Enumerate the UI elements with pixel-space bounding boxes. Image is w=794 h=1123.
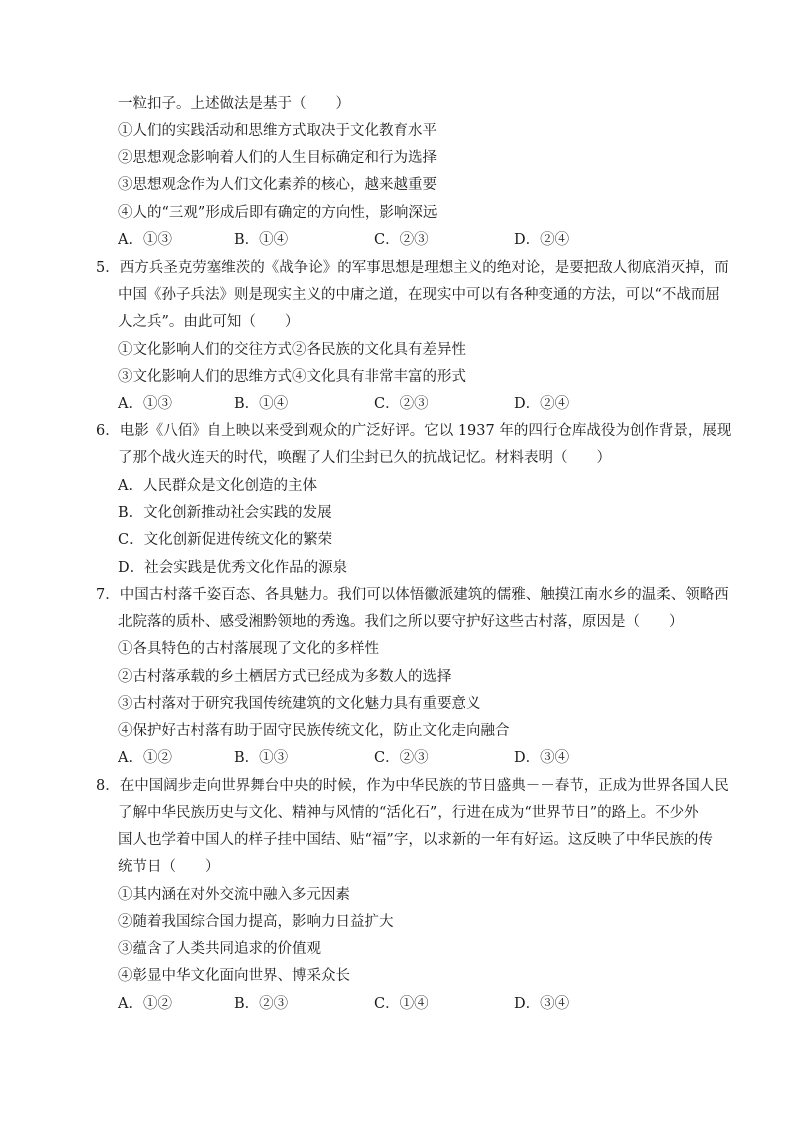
q8-option-c: C．①④ [374,996,429,1012]
q4-option-b: B．①④ [234,232,289,248]
q7-stem-line-2: 北院落的质朴、感受湘黔领地的秀逸。我们之所以要守护好这些古村落，原因是（ ） [118,614,684,630]
q7-item-2: ②古村落承载的乡土栖居方式已经成为多数人的选择 [118,669,452,685]
q4-item-4: ④人的“三观”形成后即有确定的方向性，影响深远 [118,205,438,221]
q8-item-3: ③蕴含了人类共同追求的价值观 [118,941,321,957]
q8-option-d: D．③④ [514,996,570,1012]
q6-choice-b: B．文化创新推动社会实践的发展 [118,505,332,521]
q6-choice-a: A．人民群众是文化创造的主体 [118,478,317,494]
q5-stem-line-2: 中国《孙子兵法》则是现实主义的中庸之道，在现实中可以有各种变通的方法，可以“不战而屈 [118,287,720,303]
q4-option-c: C．②③ [374,232,429,248]
q4-option-d: D．②④ [514,232,570,248]
q4-item-1: ①人们的实践活动和思维方式取决于文化教育水平 [118,123,437,139]
q7-option-d: D．③④ [514,750,570,766]
q5-item-1: ①文化影响人们的交往方式②各民族的文化具有差异性 [118,342,466,358]
q5-option-a: A．①③ [118,396,172,412]
q5-option-b: B．①④ [234,396,289,412]
q6-stem-line-2: 了那个战火连天的时代，唤醒了人们尘封已久的抗战记忆。材料表明（ ） [118,450,611,466]
q5-item-2: ③文化影响人们的思维方式④文化具有非常丰富的形式 [118,369,466,385]
q7-item-1: ①各具特色的古村落展现了文化的多样性 [118,641,379,657]
q6-stem-line-1: 6．电影《八佰》自上映以来受到观众的广泛好评。它以 1937 年的四行仓库战役为创作背景，展现 [96,423,732,439]
q6-choice-d: D．社会实践是优秀文化作品的源泉 [118,560,348,576]
q4-item-3: ③思想观念作为人们文化素养的核心，越来越重要 [118,177,437,193]
q8-option-a: A．①② [118,996,172,1012]
q4-item-2: ②思想观念影响着人们的人生目标确定和行为选择 [118,150,437,166]
q5-stem-line-1: 5．西方兵圣克劳塞维茨的《战争论》的军事思想是理想主义的绝对论，是要把敌人彻底消灭掉，而 [96,260,729,276]
q7-stem-line-1: 7．中国古村落千姿百态、各具魅力。我们可以体悟徽派建筑的儒雅、触摸江南水乡的温柔、领略西 [96,587,729,603]
q8-stem-line-3: 国人也学着中国人的样子挂中国结、贴“福”字，以求新的一年有好运。这反映了中华民族的传 [118,832,713,848]
q4-stem-continuation: 一粒扣子。上述做法是基于（ ） [118,96,350,112]
q8-stem-line-1: 8．在中国阔步走向世界舞台中央的时候，作为中华民族的节日盛典－－春节，正成为世界各国人民 [96,778,729,794]
q8-item-4: ④彰显中华文化面向世界、博采众长 [118,968,350,984]
q4-option-a: A．①③ [118,232,172,248]
q7-item-4: ④保护好古村落有助于固守民族传统文化，防止文化走向融合 [118,723,510,739]
q5-stem-line-3: 人之兵”。由此可知（ ） [118,314,300,330]
q7-option-c: C．②③ [374,750,429,766]
q5-option-d: D．②④ [514,396,570,412]
q8-item-2: ②随着我国综合国力提高，影响力日益扩大 [118,914,394,930]
q7-option-a: A．①② [118,750,172,766]
q8-stem-line-4: 统节日（ ） [118,859,220,875]
q8-option-b: B．②③ [234,996,289,1012]
q8-stem-line-2: 了解中华民族历史与文化、精神与风情的“活化石”，行进在成为“世界节日”的路上。不少外 [118,805,699,821]
q6-choice-c: C．文化创新促进传统文化的繁荣 [118,532,333,548]
q7-item-3: ③古村落对于研究我国传统建筑的文化魅力具有重要意义 [118,696,481,712]
q7-option-b: B．①③ [234,750,289,766]
q5-option-c: C．②③ [374,396,429,412]
q8-item-1: ①其内涵在对外交流中融入多元因素 [118,887,350,903]
